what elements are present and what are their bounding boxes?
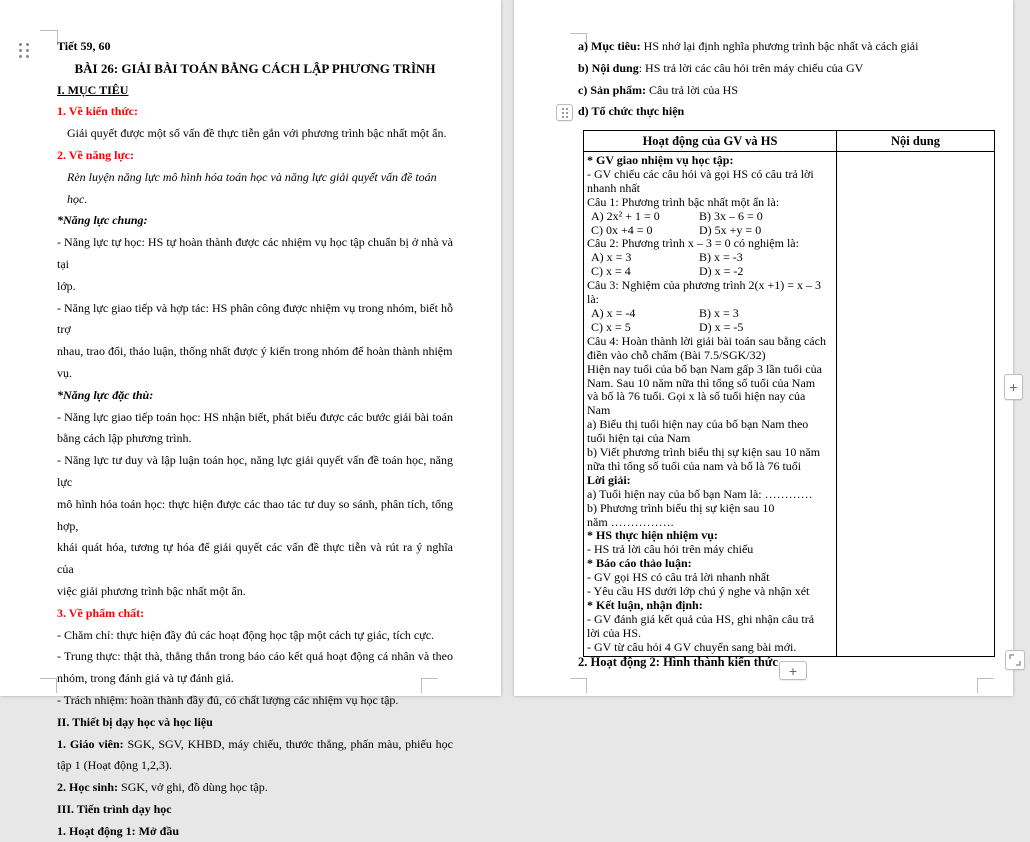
answer-options-row[interactable] (587, 307, 834, 321)
answer-options-row[interactable] (587, 321, 834, 335)
text-line[interactable]: 1. Hoạt động 1: Mở đầu (57, 823, 179, 838)
table-cell-line[interactable]: * Báo cáo thảo luận: (587, 556, 692, 571)
table-cell-line[interactable]: Câu 3: Nghiệm của phương trình 2(x +1) = x – 3 (587, 278, 822, 293)
table-cell-line[interactable]: * GV giao nhiệm vụ học tập: (587, 153, 734, 167)
text-line[interactable]: mô hình hóa toán học: thực hiện được các thao tác tư duy so sánh, phân tích, tổng hợp, (57, 496, 453, 533)
table-header-gv-hs[interactable]: Hoạt động của GV và HS (584, 131, 837, 151)
text-line[interactable]: - Trách nhiệm: hoàn thành đầy đủ, có chất lượng các nhiệm vụ học tập. (57, 692, 399, 707)
text-line[interactable]: c) Sản phẩm: Câu trả lời của HS (578, 82, 739, 97)
table-cell-line[interactable]: - HS trả lời câu hỏi trên máy chiếu (587, 542, 754, 557)
answer-option[interactable]: A) x = 3 (591, 250, 632, 265)
text-line[interactable]: - Năng lực giao tiếp toán học: HS nhận biết, phát biểu được các bước giải bài toán (57, 409, 453, 424)
paragraph-lead: d) Tổ chức thực hiện (578, 104, 685, 119)
answer-option[interactable]: C) x = 5 (591, 319, 631, 334)
text-line[interactable]: - Năng lực giao tiếp và hợp tác: HS phân công được nhiệm vụ trong nhóm, biết hỗ trợ (57, 300, 453, 337)
text-line[interactable]: 1. Về kiến thức: (57, 104, 138, 119)
table-cell-line[interactable]: tuổi hiện tại của Nam (587, 431, 691, 446)
text-line[interactable]: tập 1 (Hoạt động 1,2,3). (57, 758, 172, 773)
answer-options-row[interactable] (587, 251, 834, 265)
text-line[interactable]: lớp. (57, 278, 76, 293)
table-cell-line[interactable]: Câu 4: Hoàn thành lời giải bài toán sau bằng cách (587, 333, 826, 348)
margin-corner-mark (570, 678, 587, 693)
text-line[interactable]: - Năng lực tự học: HS tự hoàn thành được các nhiệm vụ học tập chuẩn bị ở nhà và tại (57, 235, 453, 271)
table-cell-line[interactable]: là: (587, 292, 599, 307)
table-cell-line[interactable]: Nam. Sau 10 năm nữa thì tổng số tuổi của Nam (587, 375, 816, 390)
table-cell-line[interactable]: Lời giải: (587, 472, 631, 487)
answer-option[interactable]: A) 2x² + 1 = 0 (591, 208, 660, 223)
paragraph-lead: b) Nội dung (578, 60, 639, 75)
table-cell-line[interactable]: - GV từ câu hỏi 4 GV chuyển sang bài mới. (587, 639, 797, 654)
paragraph-lead: a) Mục tiêu: (578, 39, 641, 53)
left-page-text[interactable] (57, 36, 453, 842)
answer-option[interactable]: B) x = -3 (699, 250, 743, 265)
table-cell-line[interactable]: b) Viết phương trình biểu thị sự kiện sau 10 năm (587, 445, 821, 460)
text-line[interactable] (578, 101, 996, 123)
table-cell-line[interactable]: a) Biểu thị tuổi hiện nay của bố bạn Nam theo (587, 417, 809, 432)
text-line[interactable]: *Năng lực đặc thù: (57, 387, 154, 402)
table-move-handle-icon[interactable] (556, 104, 573, 121)
table-cell-line[interactable]: Hiện nay tuổi của bố bạn Nam gấp 3 lần tuổi của (587, 361, 822, 376)
text-line[interactable]: Tiết 59, 60 (57, 39, 111, 53)
table-cell-line[interactable]: và bố là 76 tuổi. Gọi x là số tuổi hiện nay của (587, 389, 806, 404)
table-cell-line[interactable]: nữa thì tổng số tuổi của nam và bố là 76 tuổi (587, 458, 802, 473)
margin-corner-mark (40, 678, 57, 693)
table-cell-line[interactable]: Câu 2: Phương trình x – 3 = 0 có nghiệm là: (587, 236, 799, 251)
table-cell-line[interactable]: - Yêu cầu HS dưới lớp chú ý nghe và nhận xét (587, 584, 810, 599)
answer-option[interactable]: D) x = -5 (699, 319, 744, 334)
insert-column-button[interactable] (1004, 374, 1023, 400)
text-line[interactable]: *Năng lực chung: (57, 213, 148, 228)
table-cell-line[interactable]: * Kết luận, nhận định: (587, 598, 703, 612)
text-line[interactable]: Rèn luyện năng lực mô hình hóa toán học và năng lực giải quyết vấn đề toán học. (67, 169, 437, 206)
text-line[interactable]: II. Thiết bị dạy học và học liệu (57, 714, 213, 729)
table-drag-dots-icon (562, 108, 568, 118)
text-line[interactable]: việc giải phương trình bậc nhất một ẩn. (57, 583, 246, 598)
margin-corner-mark (40, 30, 58, 42)
answer-option[interactable]: C) x = 4 (591, 264, 631, 279)
text-line[interactable]: bằng cách lập phương trình. (57, 431, 192, 446)
table-cell-line[interactable]: lời của HS. (587, 625, 642, 640)
table-cell-line[interactable]: * HS thực hiện nhiệm vụ: (587, 528, 718, 543)
table-cell-noi-dung[interactable] (837, 152, 994, 656)
activity1-table[interactable] (583, 130, 995, 657)
corner-brackets-icon (1008, 653, 1022, 667)
table-cell-line[interactable]: năm ……………. (587, 514, 674, 529)
plus-icon: + (1009, 379, 1018, 395)
table-cell-line[interactable]: - GV đánh giá kết quả của HS, ghi nhận câu trả (587, 611, 815, 626)
table-cell-line[interactable]: điền vào chỗ chấm (Bài 7.5/SGK/32) (587, 347, 766, 362)
document-page-right[interactable] (514, 0, 1013, 696)
activity1-intro-text[interactable] (578, 36, 996, 123)
text-line[interactable]: Giải quyết được một số vấn đề thực tiễn gắn với phương trình bậc nhất một ẩn. (67, 126, 447, 141)
paragraph-lead: c) Sản phẩm: (578, 82, 647, 97)
answer-options-row[interactable] (587, 265, 834, 279)
answer-options-row[interactable] (587, 210, 834, 224)
text-line[interactable]: a) Mục tiêu: HS nhớ lại định nghĩa phương trình bậc nhất và cách giải (578, 39, 919, 53)
text-line[interactable]: 1. Giáo viên: SGK, SGV, KHBD, máy chiếu, thước thẳng, phấn màu, phiếu học (57, 736, 453, 751)
text-line[interactable]: 3. Về phẩm chất: (57, 605, 145, 620)
text-line[interactable]: nhóm, trong đánh giá và tự đánh giá. (57, 671, 234, 686)
answer-options-row[interactable] (587, 224, 834, 238)
insert-row-button[interactable] (779, 661, 807, 680)
document-page-left[interactable] (0, 0, 501, 838)
answer-option[interactable]: B) x = 3 (699, 305, 739, 320)
text-line[interactable]: I. MỤC TIÊU (57, 82, 129, 97)
paragraph-drag-handle-icon[interactable] (19, 43, 29, 58)
text-line[interactable]: - Chăm chỉ: thực hiện đầy đủ các hoạt động học tập một cách tự giác, tích cực. (57, 627, 435, 642)
text-line[interactable]: BÀI 26: GIẢI BÀI TOÁN BẰNG CÁCH LẬP PHƯƠNG TRÌNH (74, 60, 436, 76)
text-line[interactable]: III. Tiến trình dạy học (57, 801, 172, 816)
paragraph-lead: 2. Học sinh: (57, 780, 119, 795)
table-header-noi-dung[interactable]: Nội dung (891, 134, 940, 148)
activity2-heading[interactable]: 2. Hoạt động 2: Hình thành kiến thức (578, 655, 778, 669)
answer-option[interactable]: B) 3x – 6 = 0 (699, 208, 763, 223)
table-cell-line[interactable]: Nam (587, 403, 611, 418)
table-header-row (584, 131, 994, 152)
table-cell-line[interactable]: - GV chiếu các câu hỏi và gọi HS có câu trả lời (587, 166, 814, 181)
paragraph-lead: 1. Giáo viên: (57, 736, 124, 751)
text-line[interactable]: 2. Học sinh: SGK, vở ghi, đồ dùng học tập. (57, 780, 268, 795)
table-resize-handle[interactable] (1005, 650, 1025, 670)
text-line[interactable]: b) Nội dung: HS trả lời các câu hỏi trên máy chiếu của GV (578, 60, 864, 75)
table-cell-line[interactable]: Câu 1: Phương trình bậc nhất một ẩn là: (587, 194, 780, 209)
table-cell-gv-hs[interactable] (584, 152, 837, 656)
table-cell-line[interactable]: nhanh nhất (587, 180, 640, 195)
table-cell-line[interactable]: a) Tuổi hiện nay của bố bạn Nam là: ………… (587, 486, 813, 501)
answer-option[interactable]: D) x = -2 (699, 264, 744, 279)
table-cell-line[interactable]: - GV gọi HS có câu trả lời nhanh nhất (587, 570, 770, 585)
text-line[interactable]: 2. Về năng lực: (57, 147, 134, 162)
answer-option[interactable]: D) 5x +y = 0 (699, 222, 762, 237)
text-line[interactable]: nhau, trao đổi, thảo luận, thống nhất được ý kiến trong nhóm để hoàn thành nhiệm vụ. (57, 344, 453, 380)
answer-option[interactable]: A) x = -4 (591, 305, 636, 320)
margin-corner-mark (977, 678, 994, 693)
plus-icon: + (788, 662, 798, 679)
table-body-row (584, 152, 994, 656)
text-line[interactable]: - Năng lực tư duy và lập luận toán học, năng lực giải quyết vấn đề toán học, năng lực (57, 453, 453, 489)
answer-option[interactable]: C) 0x +4 = 0 (591, 222, 653, 237)
text-line[interactable]: khái quát hóa, tương tự hóa để giải quyết các vấn đề thực tiễn và rút ra ý nghĩa của (57, 540, 453, 577)
table-cell-line[interactable]: b) Phương trình biểu thị sự kiện sau 10 (587, 500, 775, 515)
text-line[interactable]: - Trung thực: thật thà, thẳng thắn trong báo cáo kết quả hoạt động cá nhân và theo (57, 649, 453, 664)
